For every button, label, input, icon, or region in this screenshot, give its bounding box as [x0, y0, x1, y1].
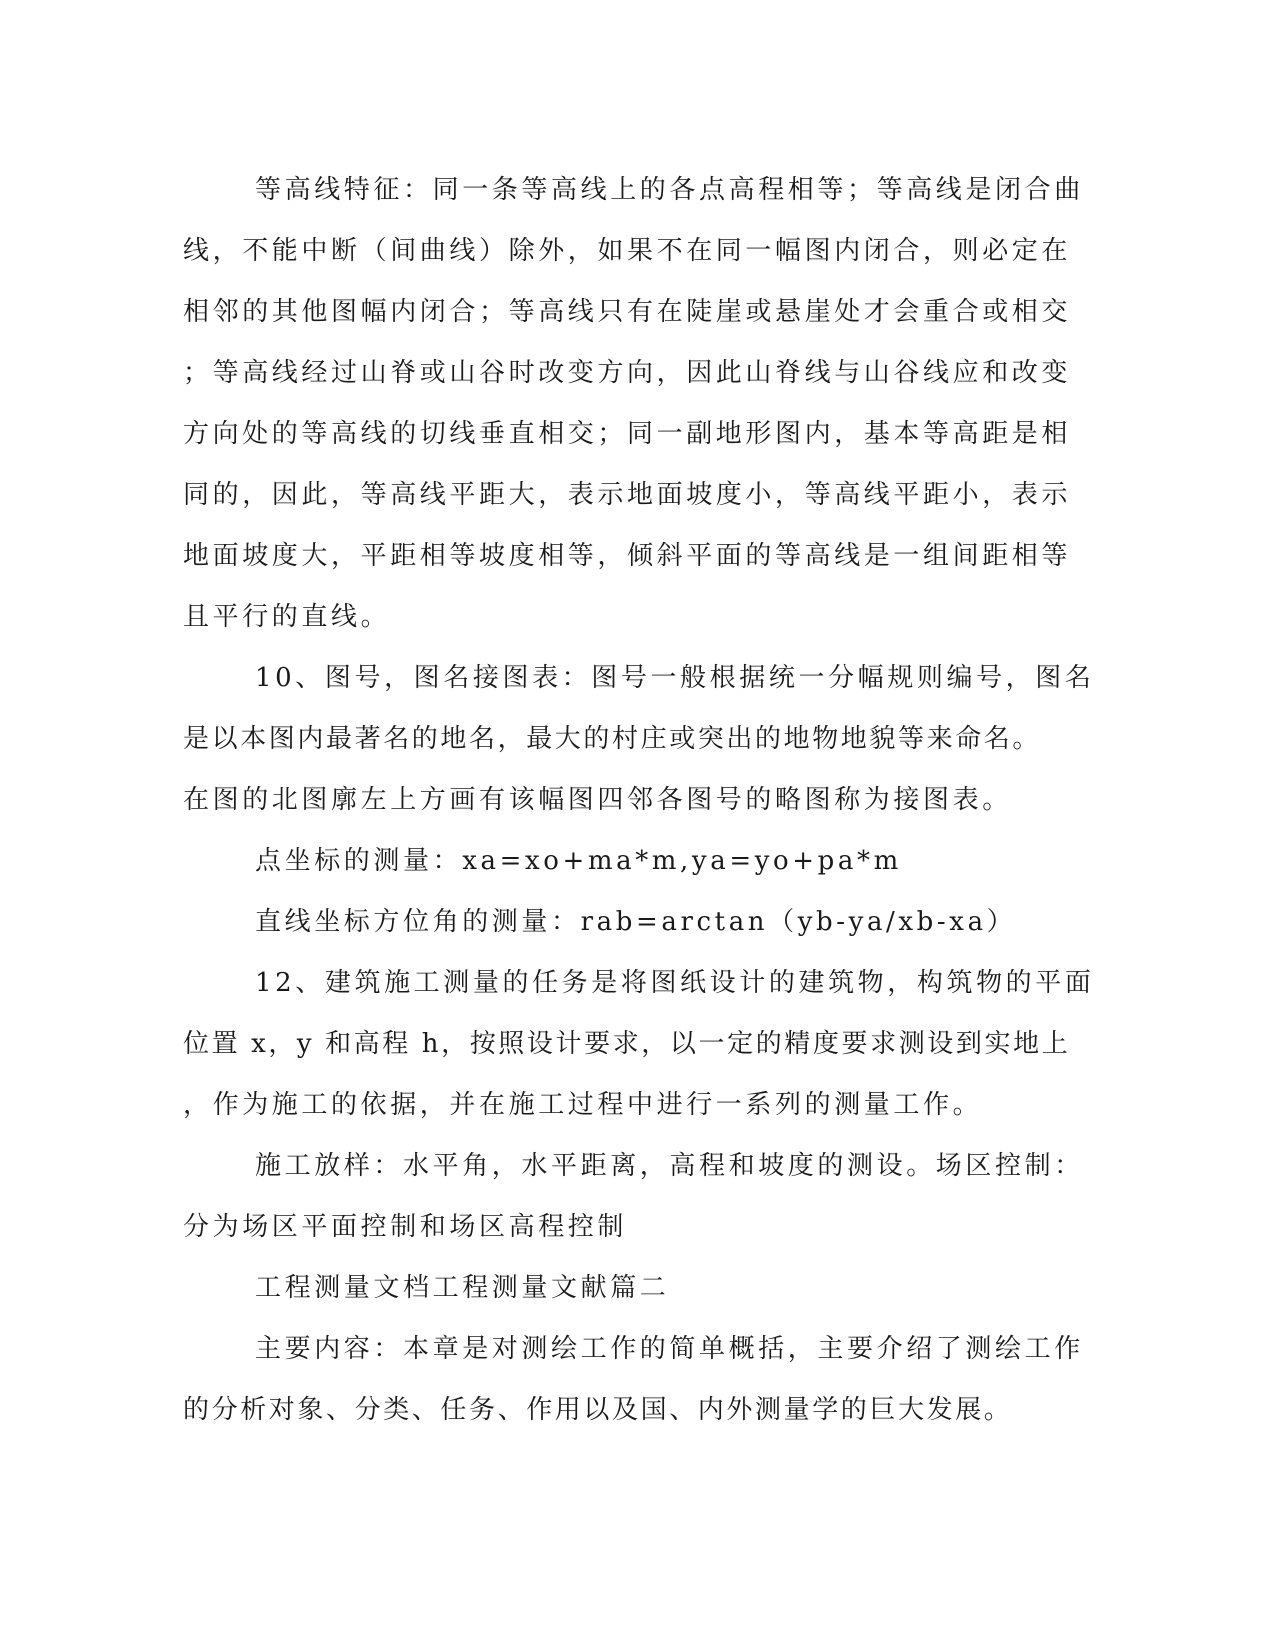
text-line: 主要内容：本章是对测绘工作的简单概括，主要介绍了测绘工作 [255, 1334, 1084, 1364]
text-line: 施工放样：水平角，水平距离，高程和坡度的测设。场区控制： [255, 1151, 1084, 1181]
document-page [183, 160, 1095, 1441]
text-line: 直线坐标方位角的测量：rab=arctan（yb-ya/xb-xa） [255, 907, 1017, 937]
text-line: 相邻的其他图幅内闭合；等高线只有在陡崖或悬崖处才会重合或相交 [183, 297, 1072, 327]
section-heading [183, 1258, 1063, 1319]
text-line: 是以本图内最著名的地名，最大的村庄或突出的地物地貌等来命名。 [183, 724, 1042, 754]
text-line: 地面坡度大，平距相等坡度相等，倾斜平面的等高线是一组间距相等 [183, 541, 1072, 571]
text-line: 10、图号，图名接图表：图号一般根据统一分幅规则编号，图名 [255, 663, 1095, 693]
text-line: ，作为施工的依据，并在施工过程中进行一系列的测量工作。 [183, 1090, 983, 1120]
text-line: 方向处的等高线的切线垂直相交；同一副地形图内，基本等高距是相 [183, 419, 1072, 449]
text-line: 点坐标的测量：xa=xo+ma*m,ya=yo+pa*m [255, 846, 902, 876]
text-line: 且平行的直线。 [183, 602, 391, 632]
text-line: 的分析对象、分类、任务、作用以及国、内外测量学的巨大发展。 [183, 1395, 1013, 1425]
text-line: 线，不能中断（间曲线）除外，如果不在同一幅图内闭合，则必定在 [183, 236, 1072, 266]
paragraph-layout [183, 1136, 1084, 1258]
paragraph-map-number [183, 648, 1095, 831]
paragraph-azimuth [183, 892, 1063, 953]
paragraph-contour-features [183, 160, 1084, 648]
paragraph-point-coordinates [183, 831, 1063, 892]
text-line: 位置 x，y 和高程 h，按照设计要求，以一定的精度要求测设到实地上 [183, 1029, 1071, 1059]
text-line: ；等高线经过山脊或山谷时改变方向，因此山脊线与山谷线应和改变 [183, 358, 1072, 388]
text-line: 同的，因此，等高线平距大，表示地面坡度小，等高线平距小，表示 [183, 480, 1072, 510]
text-line: 在图的北图廓左上方画有该幅图四邻各图号的略图称为接图表。 [183, 785, 1012, 815]
text-line: 12、建筑施工测量的任务是将图纸设计的建筑物，构筑物的平面 [255, 968, 1095, 998]
section-title: 工程测量文档工程测量文献篇二 [255, 1273, 670, 1303]
paragraph-main-content [183, 1319, 1084, 1441]
text-line: 等高线特征：同一条等高线上的各点高程相等；等高线是闭合曲 [255, 175, 1084, 205]
text-line: 分为场区平面控制和场区高程控制 [183, 1212, 628, 1242]
paragraph-construction-survey [183, 953, 1095, 1136]
